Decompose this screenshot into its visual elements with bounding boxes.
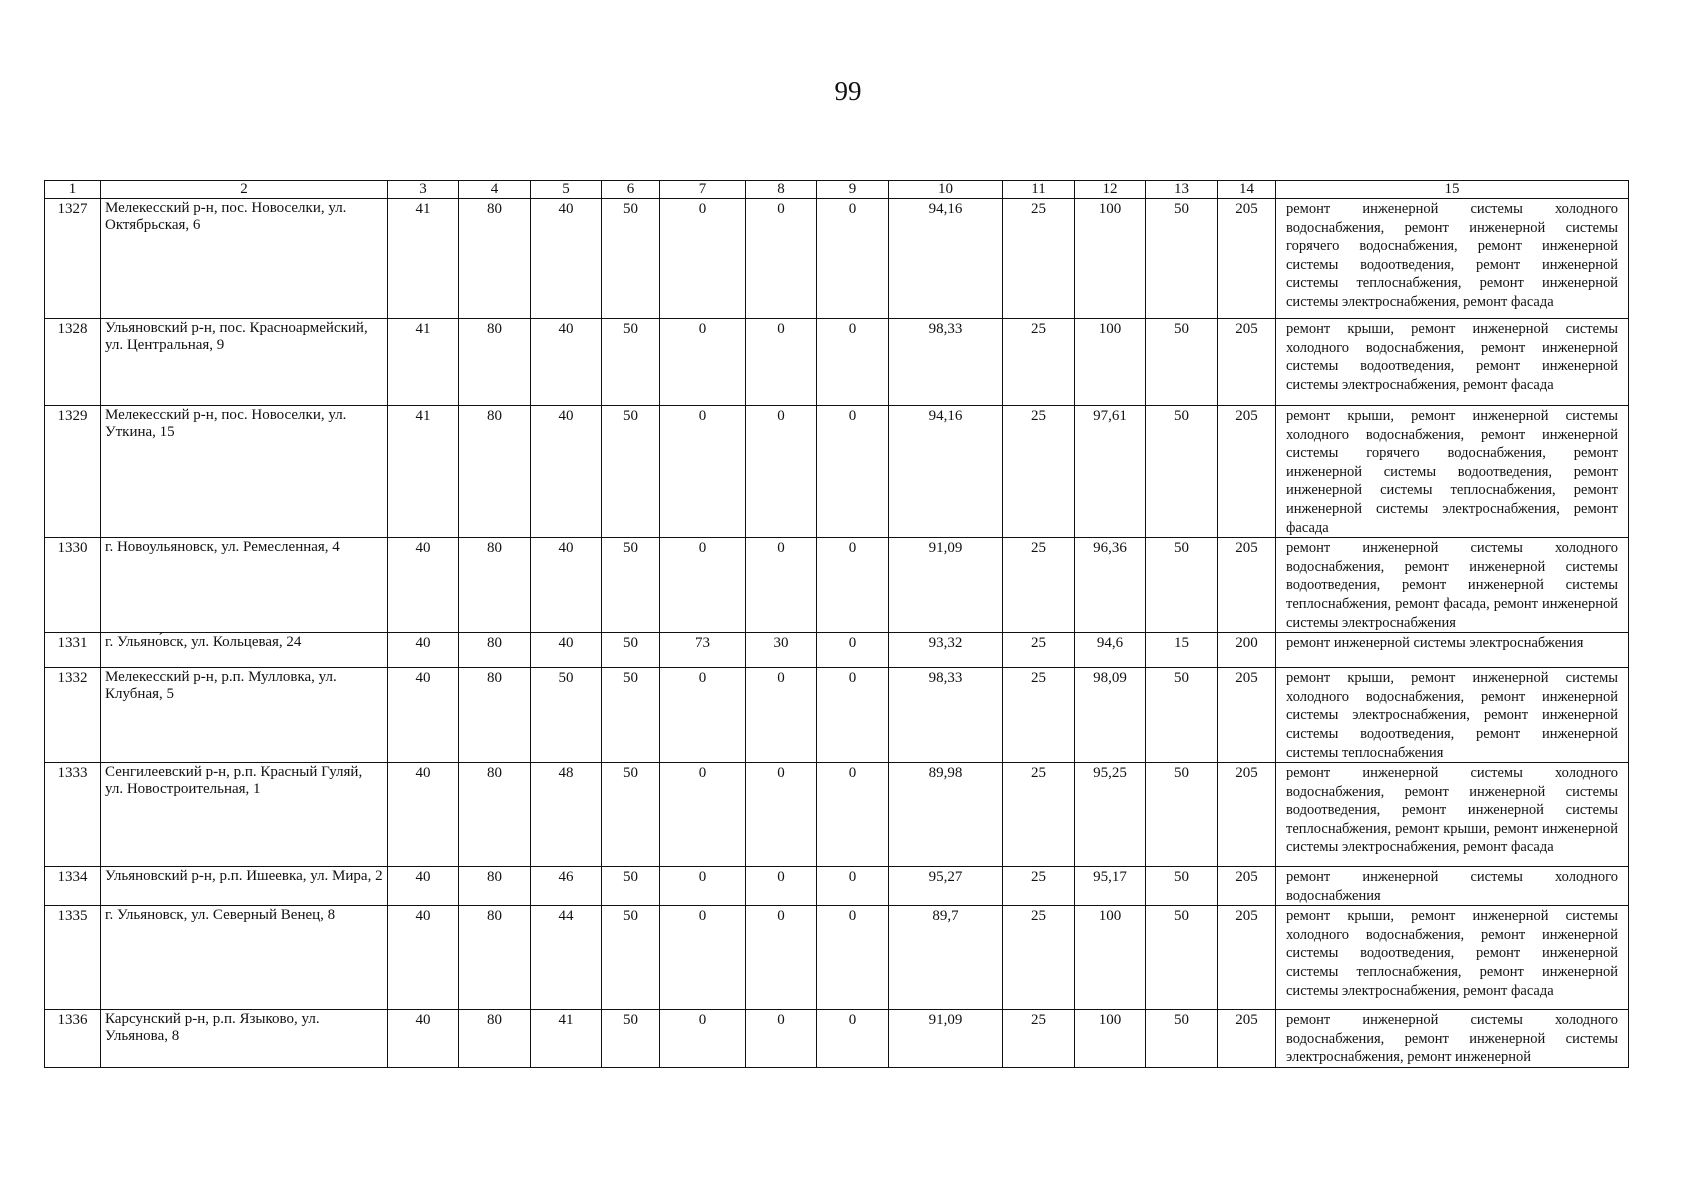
cell-col10: 89,7 (889, 906, 1003, 1010)
cell-col7: 0 (660, 763, 746, 867)
cell-col11: 25 (1003, 906, 1075, 1010)
row-address: Ульяновский р-н, пос. Красноармейский, ул. Центральная, 9 (101, 319, 388, 406)
col-header: 14 (1218, 181, 1276, 199)
table-row (45, 633, 1629, 668)
cell-col6: 50 (602, 763, 660, 867)
cell-col8: 0 (746, 867, 817, 906)
header-row (45, 181, 1629, 199)
col-header: 12 (1075, 181, 1146, 199)
cell-col14: 205 (1218, 199, 1276, 319)
cell-col12: 98,09 (1075, 668, 1146, 763)
cell-col5: 40 (531, 633, 602, 668)
cell-col6: 50 (602, 1010, 660, 1068)
cell-col7: 0 (660, 406, 746, 538)
cell-col3: 40 (388, 1010, 459, 1068)
cell-col4: 80 (459, 906, 531, 1010)
cell-col5: 50 (531, 668, 602, 763)
row-work-types: ремонт крыши, ремонт инженерной системы холодного водоснабжения, ремонт инженерной системы горячего водоснабжения, ремонт инженерной системы водоотведения, ремонт инженерной системы теплоснабжения, ремонт инженерной системы электроснабжения, ремонт фасада (1276, 406, 1629, 538)
cell-col4: 80 (459, 763, 531, 867)
cell-col12: 96,36 (1075, 538, 1146, 633)
cell-col11: 25 (1003, 319, 1075, 406)
cell-col13: 50 (1146, 199, 1218, 319)
row-number: 1330 (45, 538, 101, 633)
cell-col8: 0 (746, 1010, 817, 1068)
row-address: г. Ульяно́вск, ул. Кольцевая, 24 (101, 633, 388, 668)
cell-col9: 0 (817, 406, 889, 538)
cell-col4: 80 (459, 319, 531, 406)
row-address: Мелекесский р-н, пос. Новоселки, ул. Октябрьская, 6 (101, 199, 388, 319)
col-header: 11 (1003, 181, 1075, 199)
table-row (45, 668, 1629, 763)
cell-col14: 205 (1218, 906, 1276, 1010)
cell-col14: 205 (1218, 763, 1276, 867)
cell-col11: 25 (1003, 538, 1075, 633)
row-address: Карсунский р-н, р.п. Языково, ул. Ульянова, 8 (101, 1010, 388, 1068)
row-address: г. Новоульяновск, ул. Ремесленная, 4 (101, 538, 388, 633)
cell-col7: 0 (660, 1010, 746, 1068)
cell-col8: 0 (746, 199, 817, 319)
cell-col7: 0 (660, 319, 746, 406)
cell-col3: 40 (388, 633, 459, 668)
cell-col7: 0 (660, 906, 746, 1010)
cell-col6: 50 (602, 199, 660, 319)
row-address: Мелекесский р-н, р.п. Мулловка, ул. Клубная, 5 (101, 668, 388, 763)
cell-col10: 98,33 (889, 319, 1003, 406)
cell-col11: 25 (1003, 633, 1075, 668)
cell-col11: 25 (1003, 867, 1075, 906)
cell-col3: 41 (388, 406, 459, 538)
cell-col4: 80 (459, 633, 531, 668)
cell-col10: 91,09 (889, 1010, 1003, 1068)
row-work-types: ремонт инженерной системы холодного водоснабжения, ремонт инженерной системы водоотведения, ремонт инженерной системы теплоснабжения, ремонт фасада, ремонт инженерной системы электроснабжения (1276, 538, 1629, 633)
cell-col13: 50 (1146, 668, 1218, 763)
cell-col13: 50 (1146, 319, 1218, 406)
cell-col8: 0 (746, 538, 817, 633)
cell-col14: 205 (1218, 668, 1276, 763)
row-address: Ульяновский р-н, р.п. Ишеевка, ул. Мира, 2 (101, 867, 388, 906)
row-address: г. Ульяновск, ул. Северный Венец, 8 (101, 906, 388, 1010)
row-work-types: ремонт крыши, ремонт инженерной системы холодного водоснабжения, ремонт инженерной системы водоотведения, ремонт инженерной системы электроснабжения, ремонт фасада (1276, 319, 1629, 406)
col-header: 15 (1276, 181, 1629, 199)
cell-col9: 0 (817, 867, 889, 906)
cell-col8: 0 (746, 406, 817, 538)
cell-col13: 50 (1146, 906, 1218, 1010)
table-row (45, 763, 1629, 867)
cell-col5: 46 (531, 867, 602, 906)
row-number: 1331 (45, 633, 101, 668)
col-header: 7 (660, 181, 746, 199)
cell-col10: 93,32 (889, 633, 1003, 668)
row-number: 1332 (45, 668, 101, 763)
cell-col12: 100 (1075, 906, 1146, 1010)
col-header: 4 (459, 181, 531, 199)
cell-col10: 89,98 (889, 763, 1003, 867)
col-header: 1 (45, 181, 101, 199)
cell-col5: 40 (531, 538, 602, 633)
col-header: 5 (531, 181, 602, 199)
row-number: 1334 (45, 867, 101, 906)
row-address: Мелекесский р-н, пос. Новоселки, ул. Уткина, 15 (101, 406, 388, 538)
cell-col7: 0 (660, 867, 746, 906)
row-work-types: ремонт инженерной системы холодного водоснабжения, ремонт инженерной системы водоотведения, ремонт инженерной системы теплоснабжения, ремонт крыши, ремонт инженерной системы электроснабжения, ремонт фасада (1276, 763, 1629, 867)
cell-col8: 0 (746, 906, 817, 1010)
row-work-types: ремонт крыши, ремонт инженерной системы холодного водоснабжения, ремонт инженерной системы водоотведения, ремонт инженерной системы теплоснабжения, ремонт инженерной системы электроснабжения, ремонт фасада (1276, 906, 1629, 1010)
page-number: 99 (834, 76, 862, 106)
cell-col8: 0 (746, 763, 817, 867)
row-number: 1333 (45, 763, 101, 867)
cell-col14: 205 (1218, 1010, 1276, 1068)
col-header: 8 (746, 181, 817, 199)
cell-col4: 80 (459, 406, 531, 538)
row-number: 1336 (45, 1010, 101, 1068)
cell-col12: 100 (1075, 199, 1146, 319)
row-work-types: ремонт инженерной системы холодного водоснабжения, ремонт инженерной системы электроснабжения, ремонт инженерной (1276, 1010, 1629, 1068)
row-work-types: ремонт инженерной системы холодного водоснабжения, ремонт инженерной системы горячего водоснабжения, ремонт инженерной системы водоотведения, ремонт инженерной системы теплоснабжения, ремонт инженерной системы электроснабжения, ремонт фасада (1276, 199, 1629, 319)
cell-col10: 94,16 (889, 199, 1003, 319)
table-row (45, 319, 1629, 406)
cell-col6: 50 (602, 668, 660, 763)
cell-col3: 40 (388, 538, 459, 633)
table-row (45, 867, 1629, 906)
cell-col7: 0 (660, 668, 746, 763)
cell-col3: 40 (388, 906, 459, 1010)
cell-col4: 80 (459, 668, 531, 763)
cell-col13: 50 (1146, 1010, 1218, 1068)
cell-col14: 205 (1218, 319, 1276, 406)
col-header: 13 (1146, 181, 1218, 199)
cell-col13: 15 (1146, 633, 1218, 668)
cell-col7: 0 (660, 538, 746, 633)
cell-col9: 0 (817, 906, 889, 1010)
cell-col5: 40 (531, 199, 602, 319)
cell-col3: 41 (388, 319, 459, 406)
table-row (45, 199, 1629, 319)
table-row (45, 1010, 1629, 1068)
table-row (45, 538, 1629, 633)
cell-col5: 41 (531, 1010, 602, 1068)
row-number: 1329 (45, 406, 101, 538)
cell-col11: 25 (1003, 1010, 1075, 1068)
col-header: 3 (388, 181, 459, 199)
row-address: Сенгилеевский р-н, р.п. Красный Гуляй, ул. Новостроительная, 1 (101, 763, 388, 867)
cell-col8: 0 (746, 319, 817, 406)
cell-col10: 94,16 (889, 406, 1003, 538)
cell-col11: 25 (1003, 763, 1075, 867)
table-row (45, 906, 1629, 1010)
cell-col6: 50 (602, 867, 660, 906)
cell-col9: 0 (817, 633, 889, 668)
cell-col12: 100 (1075, 319, 1146, 406)
cell-col9: 0 (817, 199, 889, 319)
cell-col3: 40 (388, 763, 459, 867)
cell-col14: 205 (1218, 406, 1276, 538)
cell-col5: 44 (531, 906, 602, 1010)
cell-col13: 50 (1146, 538, 1218, 633)
col-header: 9 (817, 181, 889, 199)
cell-col11: 25 (1003, 406, 1075, 538)
cell-col11: 25 (1003, 668, 1075, 763)
cell-col5: 48 (531, 763, 602, 867)
cell-col9: 0 (817, 319, 889, 406)
cell-col5: 40 (531, 406, 602, 538)
cell-col9: 0 (817, 1010, 889, 1068)
cell-col13: 50 (1146, 763, 1218, 867)
cell-col14: 200 (1218, 633, 1276, 668)
cell-col8: 30 (746, 633, 817, 668)
cell-col12: 97,61 (1075, 406, 1146, 538)
cell-col3: 40 (388, 867, 459, 906)
cell-col7: 0 (660, 199, 746, 319)
col-header: 10 (889, 181, 1003, 199)
cell-col10: 95,27 (889, 867, 1003, 906)
row-work-types: ремонт инженерной системы холодного водоснабжения (1276, 867, 1629, 906)
cell-col11: 25 (1003, 199, 1075, 319)
cell-col6: 50 (602, 538, 660, 633)
cell-col12: 95,25 (1075, 763, 1146, 867)
row-work-types: ремонт крыши, ремонт инженерной системы холодного водоснабжения, ремонт инженерной системы электроснабжения, ремонт инженерной системы водоотведения, ремонт инженерной системы теплоснабжения (1276, 668, 1629, 763)
cell-col10: 98,33 (889, 668, 1003, 763)
row-number: 1327 (45, 199, 101, 319)
cell-col9: 0 (817, 763, 889, 867)
cell-col6: 50 (602, 906, 660, 1010)
cell-col13: 50 (1146, 867, 1218, 906)
cell-col12: 95,17 (1075, 867, 1146, 906)
cell-col5: 40 (531, 319, 602, 406)
cell-col9: 0 (817, 668, 889, 763)
cell-col10: 91,09 (889, 538, 1003, 633)
cell-col6: 50 (602, 406, 660, 538)
cell-col4: 80 (459, 1010, 531, 1068)
table-body (45, 199, 1629, 1068)
cell-col6: 50 (602, 319, 660, 406)
cell-col14: 205 (1218, 538, 1276, 633)
cell-col13: 50 (1146, 406, 1218, 538)
row-work-types: ремонт инженерной системы электроснабжения (1276, 633, 1629, 668)
cell-col14: 205 (1218, 867, 1276, 906)
cell-col3: 41 (388, 199, 459, 319)
cell-col6: 50 (602, 633, 660, 668)
cell-col9: 0 (817, 538, 889, 633)
cell-col12: 94,6 (1075, 633, 1146, 668)
cell-col3: 40 (388, 668, 459, 763)
row-number: 1335 (45, 906, 101, 1010)
cell-col4: 80 (459, 199, 531, 319)
cell-col4: 80 (459, 538, 531, 633)
col-header: 6 (602, 181, 660, 199)
cell-col7: 73 (660, 633, 746, 668)
cell-col12: 100 (1075, 1010, 1146, 1068)
table-row (45, 406, 1629, 538)
cell-col4: 80 (459, 867, 531, 906)
row-number: 1328 (45, 319, 101, 406)
col-header: 2 (101, 181, 388, 199)
cell-col8: 0 (746, 668, 817, 763)
works-table (44, 180, 1629, 1068)
